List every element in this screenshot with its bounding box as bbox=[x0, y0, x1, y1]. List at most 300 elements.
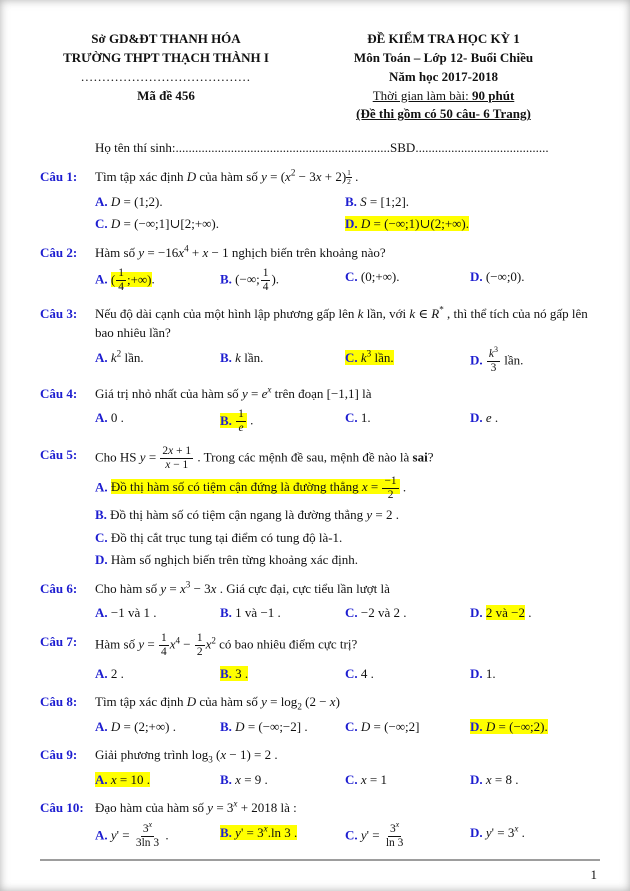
question-number: Câu 3: bbox=[40, 305, 78, 321]
text-run: Hàm số bbox=[95, 636, 139, 652]
question-body bbox=[95, 579, 595, 623]
text-run: x bbox=[233, 799, 238, 810]
answer-option bbox=[345, 770, 470, 790]
text-run: x bbox=[315, 169, 322, 185]
option-label: D. bbox=[470, 605, 486, 621]
option-label: A. bbox=[95, 605, 111, 621]
answer-option bbox=[345, 603, 470, 623]
question-number: Câu 9: bbox=[40, 747, 78, 763]
option-label: C. bbox=[345, 827, 361, 843]
fraction-numerator bbox=[195, 632, 205, 646]
text-run: 2 bbox=[347, 177, 351, 187]
text-run: = (−∞;1)∪(2;+∞). bbox=[370, 216, 469, 232]
question-stem bbox=[95, 579, 595, 599]
text-run: có bao nhiêu điểm cực trị? bbox=[215, 636, 358, 652]
text-run: y bbox=[235, 824, 241, 840]
candidate-name-label: Họ tên thí sinh: bbox=[95, 140, 176, 156]
text-run: + 2) bbox=[321, 169, 347, 185]
option-label: D. bbox=[470, 665, 486, 681]
text-run: trên đoạn [−1,1] là bbox=[271, 385, 372, 401]
text-run: 1. bbox=[360, 410, 371, 426]
text-run: x bbox=[285, 169, 291, 185]
answer-highlight bbox=[345, 350, 394, 365]
text-run: y bbox=[139, 449, 146, 465]
text-run: − 3 bbox=[190, 580, 211, 596]
text-run: k bbox=[357, 305, 364, 321]
question-stem bbox=[95, 304, 595, 343]
text-run: 4 . bbox=[360, 665, 374, 681]
text-run: = 9 . bbox=[240, 771, 268, 787]
answer-option bbox=[345, 192, 595, 212]
text-run: − 1 nghịch biến trên khoảng nào? bbox=[208, 244, 386, 260]
option-label: D. bbox=[95, 552, 111, 568]
text-run: = log bbox=[266, 694, 298, 710]
text-run: D bbox=[110, 718, 121, 734]
fraction-numerator bbox=[160, 445, 193, 459]
text-run: x bbox=[169, 636, 176, 652]
sbd-dots: ......................................... bbox=[415, 140, 549, 156]
fraction bbox=[261, 267, 271, 294]
text-run: .ln 3 . bbox=[267, 824, 298, 840]
option-label: D. bbox=[470, 824, 486, 840]
duration-value: 90 phút bbox=[472, 87, 515, 103]
text-run: = bbox=[247, 385, 262, 401]
text-run: ' = bbox=[366, 827, 383, 843]
fraction bbox=[195, 632, 205, 659]
option-label: A. bbox=[95, 271, 111, 287]
text-run: y bbox=[160, 580, 167, 596]
option-label: C. bbox=[345, 771, 361, 787]
text-run: = (−∞;2] bbox=[370, 718, 420, 734]
text-run: y bbox=[138, 636, 145, 652]
text-run: = (−∞;−2] . bbox=[244, 718, 308, 734]
text-run: Tìm tập xác định bbox=[95, 169, 187, 185]
text-run: R bbox=[431, 305, 440, 321]
text-run: . Giá cực đại, cực tiểu lần lượt là bbox=[216, 580, 390, 596]
text-run: Hàm số nghịch biến trên từng khoảng xác định. bbox=[110, 552, 359, 568]
text-run: − bbox=[180, 636, 194, 652]
option-label: C. bbox=[345, 605, 361, 621]
text-run: , thì thể tích của nó gấp lên bao nhiêu lần? bbox=[95, 305, 588, 340]
text-run: (2 − bbox=[301, 694, 330, 710]
text-run: 3 bbox=[389, 822, 396, 835]
options-group bbox=[95, 264, 595, 294]
text-run: + 1 bbox=[173, 444, 192, 457]
question-body bbox=[95, 304, 595, 375]
text-run: . bbox=[525, 605, 532, 621]
option-label: B. bbox=[345, 193, 361, 209]
fraction-numerator bbox=[141, 820, 154, 837]
text-run: x bbox=[329, 694, 336, 710]
question-body bbox=[95, 745, 595, 789]
question-body bbox=[95, 384, 595, 436]
text-run: x bbox=[360, 771, 367, 787]
fraction-numerator bbox=[487, 344, 500, 362]
text-run: = (1;2). bbox=[120, 193, 163, 209]
text-run: lần. bbox=[371, 349, 394, 365]
text-run: 4 bbox=[184, 243, 189, 254]
text-run: Cho HS bbox=[95, 449, 140, 465]
question-number: Câu 2: bbox=[40, 244, 78, 260]
text-run: x bbox=[263, 823, 268, 834]
fraction bbox=[384, 820, 405, 850]
question-stem bbox=[95, 745, 595, 765]
question-row bbox=[40, 632, 595, 684]
answer-option bbox=[95, 214, 345, 234]
answer-option bbox=[95, 348, 220, 375]
options-group bbox=[95, 661, 595, 684]
question-row bbox=[40, 167, 595, 234]
question-number: Câu 10: bbox=[40, 800, 84, 816]
answer-option bbox=[95, 820, 220, 850]
question-stem bbox=[95, 384, 595, 404]
text-run: e bbox=[238, 422, 244, 435]
answer-option bbox=[95, 770, 220, 790]
fraction-denominator bbox=[195, 646, 205, 659]
answer-option bbox=[95, 475, 595, 502]
option-label: B. bbox=[95, 507, 111, 523]
option-label: B. bbox=[220, 412, 236, 428]
text-run: . bbox=[491, 410, 499, 426]
text-run: 3 . bbox=[235, 665, 249, 681]
fraction-denominator bbox=[261, 281, 271, 294]
answer-option bbox=[345, 214, 595, 234]
options-group bbox=[95, 820, 595, 850]
text-run: ' = 3 bbox=[240, 824, 264, 840]
question-stem bbox=[95, 632, 595, 659]
answer-option bbox=[220, 408, 345, 435]
option-label: D. bbox=[345, 216, 361, 232]
text-run: ln 3 bbox=[385, 837, 404, 850]
options-group bbox=[95, 189, 595, 234]
fraction-numerator bbox=[388, 820, 401, 837]
option-label: B. bbox=[220, 771, 236, 787]
text-run: (−∞; bbox=[235, 271, 260, 287]
answer-highlight bbox=[220, 666, 248, 681]
text-run: lần. bbox=[121, 349, 144, 365]
answer-option bbox=[345, 267, 470, 294]
option-label: D. bbox=[470, 352, 486, 368]
text-run: y bbox=[241, 385, 248, 401]
text-run: k bbox=[488, 347, 494, 360]
answer-highlight bbox=[110, 474, 400, 501]
question-row bbox=[40, 579, 595, 623]
option-label: A. bbox=[95, 718, 111, 734]
text-run: = bbox=[145, 449, 160, 465]
text-run: Đồ thị hàm số có tiệm cận ngang là đường thẳng bbox=[110, 507, 367, 523]
text-run: = bbox=[367, 479, 382, 495]
text-run: Đạo hàm của hàm số bbox=[95, 800, 208, 816]
question-number: Câu 6: bbox=[40, 580, 78, 596]
question-number: Câu 5: bbox=[40, 446, 78, 462]
option-label: C. bbox=[345, 269, 361, 285]
text-run: y bbox=[110, 827, 117, 843]
option-label: D. bbox=[470, 718, 486, 734]
answer-option bbox=[220, 603, 345, 623]
sbd-label: SBD bbox=[390, 140, 416, 156]
options-group bbox=[95, 767, 595, 790]
text-run: x bbox=[178, 244, 185, 260]
text-run: 3 bbox=[366, 348, 372, 359]
text-run: lần. bbox=[240, 349, 264, 365]
question-row bbox=[40, 445, 595, 570]
text-run: x bbox=[148, 820, 153, 830]
text-run: ). bbox=[271, 271, 280, 287]
text-run: + 2018 là : bbox=[237, 800, 297, 816]
text-run: y bbox=[360, 827, 367, 843]
text-run: e bbox=[261, 385, 268, 401]
text-run: = bbox=[166, 580, 180, 596]
question-body bbox=[95, 243, 595, 295]
text-run: y bbox=[261, 694, 267, 710]
text-run: 1 bbox=[238, 408, 244, 421]
option-label: A. bbox=[95, 665, 111, 681]
dotted-separator: ........................................ bbox=[81, 68, 251, 84]
text-run: Tìm tập xác định bbox=[95, 694, 187, 710]
text-run: y bbox=[261, 169, 267, 185]
answer-option bbox=[220, 267, 345, 294]
text-run: D bbox=[360, 718, 371, 734]
text-run: x bbox=[180, 580, 186, 596]
fraction bbox=[382, 475, 398, 502]
text-run: Nếu độ dài cạnh của một hình lập phương gấp lên bbox=[95, 305, 358, 321]
text-run: y bbox=[485, 824, 492, 840]
question-row bbox=[40, 798, 595, 850]
text-run: = −16 bbox=[144, 244, 179, 260]
option-label: A. bbox=[95, 479, 111, 495]
text-run: . bbox=[518, 824, 525, 840]
fraction-numerator bbox=[261, 267, 271, 281]
text-run: 1. bbox=[485, 665, 496, 681]
question-number: Câu 8: bbox=[40, 694, 78, 710]
text-run: x bbox=[220, 747, 227, 763]
text-run: Đồ thị hàm số có tiệm cận đứng là đường thẳng bbox=[110, 479, 362, 495]
answer-option bbox=[470, 823, 595, 850]
answer-option bbox=[470, 344, 595, 375]
option-label: B. bbox=[220, 605, 236, 621]
answer-option bbox=[95, 505, 595, 525]
text-run: y bbox=[207, 800, 214, 816]
text-run: y bbox=[366, 507, 373, 523]
candidate-name-dots: .................................................................. bbox=[175, 140, 391, 156]
text-run: = 3 bbox=[213, 800, 234, 816]
text-run: . bbox=[151, 271, 155, 287]
text-run: = (2;+∞) . bbox=[120, 718, 176, 734]
text-run: D bbox=[235, 718, 245, 734]
text-run: = 10 . bbox=[116, 771, 151, 787]
text-run: x bbox=[110, 771, 117, 787]
answer-option bbox=[220, 348, 345, 375]
text-run: Đồ thị cắt trục tung tại điểm có tung độ là-1. bbox=[110, 529, 343, 545]
text-run: 1 bbox=[262, 267, 269, 280]
text-run: ) bbox=[335, 694, 340, 710]
answer-highlight bbox=[110, 267, 152, 294]
text-run: lần. bbox=[500, 352, 524, 368]
text-run: (−∞;0). bbox=[485, 269, 525, 285]
answer-option bbox=[220, 664, 345, 684]
fraction-denominator bbox=[134, 837, 161, 850]
option-label: A. bbox=[95, 349, 111, 365]
school-year: Năm học 2017-2018 bbox=[388, 68, 499, 84]
text-run: − 3 bbox=[295, 169, 316, 185]
text-run: x bbox=[168, 444, 174, 457]
text-run: sai bbox=[412, 449, 428, 465]
answer-highlight bbox=[95, 772, 150, 787]
text-run: ∈ bbox=[415, 305, 432, 321]
department-name: Sở GD&ĐT THANH HÓA bbox=[91, 31, 241, 46]
option-label: A. bbox=[95, 827, 111, 843]
fraction bbox=[160, 445, 193, 472]
text-run: Cho hàm số bbox=[95, 580, 161, 596]
text-run: y bbox=[138, 244, 145, 260]
question-body bbox=[95, 167, 595, 234]
answer-highlight bbox=[470, 719, 548, 734]
text-run: = 8 . bbox=[491, 771, 519, 787]
text-run: 2 bbox=[387, 488, 394, 501]
fraction-denominator bbox=[236, 422, 245, 435]
text-run: x bbox=[165, 458, 171, 471]
text-run: . bbox=[399, 479, 407, 495]
school-name: TRƯỜNG THPT THẠCH THÀNH I bbox=[63, 49, 269, 65]
text-run: 1 bbox=[347, 168, 351, 178]
text-run: = [1;2]. bbox=[366, 193, 410, 209]
answer-option bbox=[95, 603, 220, 623]
text-run: 2 bbox=[211, 634, 216, 645]
text-run: 2 bbox=[297, 702, 302, 712]
option-label: C. bbox=[345, 410, 361, 426]
fraction bbox=[236, 408, 246, 435]
text-run: −1 bbox=[384, 474, 397, 487]
fraction-numerator bbox=[382, 475, 398, 489]
exam-code: Mã đề 456 bbox=[137, 87, 195, 103]
text-run: 4 bbox=[262, 281, 269, 294]
answer-highlight bbox=[345, 216, 469, 231]
text-run: . bbox=[351, 169, 359, 185]
exam-pages-note: (Đề thi gồm có 50 câu- 6 Trang) bbox=[356, 106, 531, 122]
option-label: B. bbox=[220, 271, 236, 287]
option-label: C. bbox=[345, 349, 361, 365]
option-label: C. bbox=[95, 216, 111, 232]
text-run: 3ln 3 bbox=[135, 837, 160, 850]
answer-option bbox=[95, 717, 220, 737]
fraction-denominator bbox=[386, 489, 396, 502]
text-run: D bbox=[485, 718, 496, 734]
text-run: 4 bbox=[160, 645, 167, 658]
fraction-denominator bbox=[159, 646, 169, 659]
option-label: B. bbox=[220, 665, 236, 681]
answer-option bbox=[470, 267, 595, 294]
fraction bbox=[134, 820, 161, 850]
question-stem bbox=[95, 798, 595, 818]
text-run: x bbox=[267, 384, 272, 395]
text-run: − 1 bbox=[170, 458, 189, 471]
text-run: 2 bbox=[162, 444, 169, 457]
text-run: 2 bbox=[196, 645, 203, 658]
question-number: Câu 4: bbox=[40, 385, 78, 401]
text-run: * bbox=[439, 304, 444, 315]
question-stem bbox=[95, 167, 595, 187]
text-run: x bbox=[395, 820, 400, 830]
option-label: D. bbox=[470, 269, 486, 285]
text-run: D bbox=[110, 216, 121, 232]
text-run: − 1) = 2 . bbox=[226, 747, 278, 763]
text-run: 1 và −1 . bbox=[235, 605, 281, 621]
text-run: x bbox=[361, 479, 368, 495]
question-row bbox=[40, 745, 595, 789]
footer-divider bbox=[40, 859, 600, 861]
text-run: ( bbox=[110, 271, 116, 287]
exam-subject: Môn Toán – Lớp 12- Buổi Chiều bbox=[353, 49, 534, 65]
text-run: 3 bbox=[185, 579, 191, 590]
fraction-denominator bbox=[116, 281, 126, 294]
answer-option bbox=[345, 408, 470, 435]
text-run: . bbox=[246, 412, 254, 428]
text-run: 2 bbox=[116, 348, 122, 359]
candidate-info-row bbox=[95, 140, 595, 156]
text-run: ;+∞) bbox=[126, 271, 152, 287]
option-label: C. bbox=[345, 665, 361, 681]
text-run: = (−∞;1]∪[2;+∞). bbox=[120, 216, 219, 232]
page-number: 1 bbox=[590, 867, 597, 882]
text-run: 2 và −2 bbox=[485, 605, 525, 621]
text-run: (0;+∞). bbox=[360, 269, 400, 285]
answer-option bbox=[345, 717, 470, 737]
text-run: k bbox=[409, 305, 416, 321]
text-run: −1 và 1 . bbox=[110, 605, 157, 621]
question-stem bbox=[95, 692, 595, 712]
text-run: 3 bbox=[208, 755, 213, 765]
text-run: Giải phương trình log bbox=[95, 747, 209, 763]
answer-option bbox=[470, 408, 595, 435]
fraction-denominator bbox=[384, 837, 405, 850]
exam-title: ĐỀ KIỂM TRA HỌC KỲ 1 bbox=[367, 31, 520, 46]
options-group bbox=[95, 714, 595, 737]
text-run: 2 . bbox=[110, 665, 124, 681]
text-run: D bbox=[186, 169, 197, 185]
question-number: Câu 1: bbox=[40, 169, 78, 185]
text-run: = 1 bbox=[366, 771, 388, 787]
option-label: D. bbox=[470, 410, 486, 426]
text-run: = bbox=[144, 636, 158, 652]
option-label: B. bbox=[220, 824, 236, 840]
answer-option bbox=[220, 717, 345, 737]
answer-option bbox=[95, 267, 220, 294]
text-run: Giá trị nhỏ nhất của hàm số bbox=[95, 385, 242, 401]
text-run: 2 bbox=[290, 167, 296, 178]
answer-highlight bbox=[220, 408, 247, 435]
option-label: C. bbox=[95, 529, 111, 545]
text-run: 1 bbox=[118, 267, 124, 280]
answer-option bbox=[345, 820, 470, 850]
text-run: x bbox=[205, 636, 212, 652]
answer-option bbox=[95, 664, 220, 684]
fraction-numerator bbox=[159, 632, 169, 646]
text-run: . Trong các mệnh đề sau, mệnh đề nào là bbox=[194, 449, 413, 465]
text-run: x bbox=[202, 244, 209, 260]
text-run: = ( bbox=[266, 169, 286, 185]
text-run: D bbox=[110, 193, 121, 209]
answer-option bbox=[345, 664, 470, 684]
text-run: k bbox=[110, 349, 117, 365]
answer-option bbox=[470, 717, 595, 737]
text-run: 1 bbox=[160, 631, 167, 644]
question-body bbox=[95, 692, 595, 736]
exam-duration bbox=[292, 87, 595, 106]
text-run: 1 bbox=[196, 631, 203, 644]
text-run: Hàm số bbox=[95, 244, 139, 260]
fraction bbox=[116, 267, 126, 294]
text-run: ? bbox=[427, 449, 434, 465]
